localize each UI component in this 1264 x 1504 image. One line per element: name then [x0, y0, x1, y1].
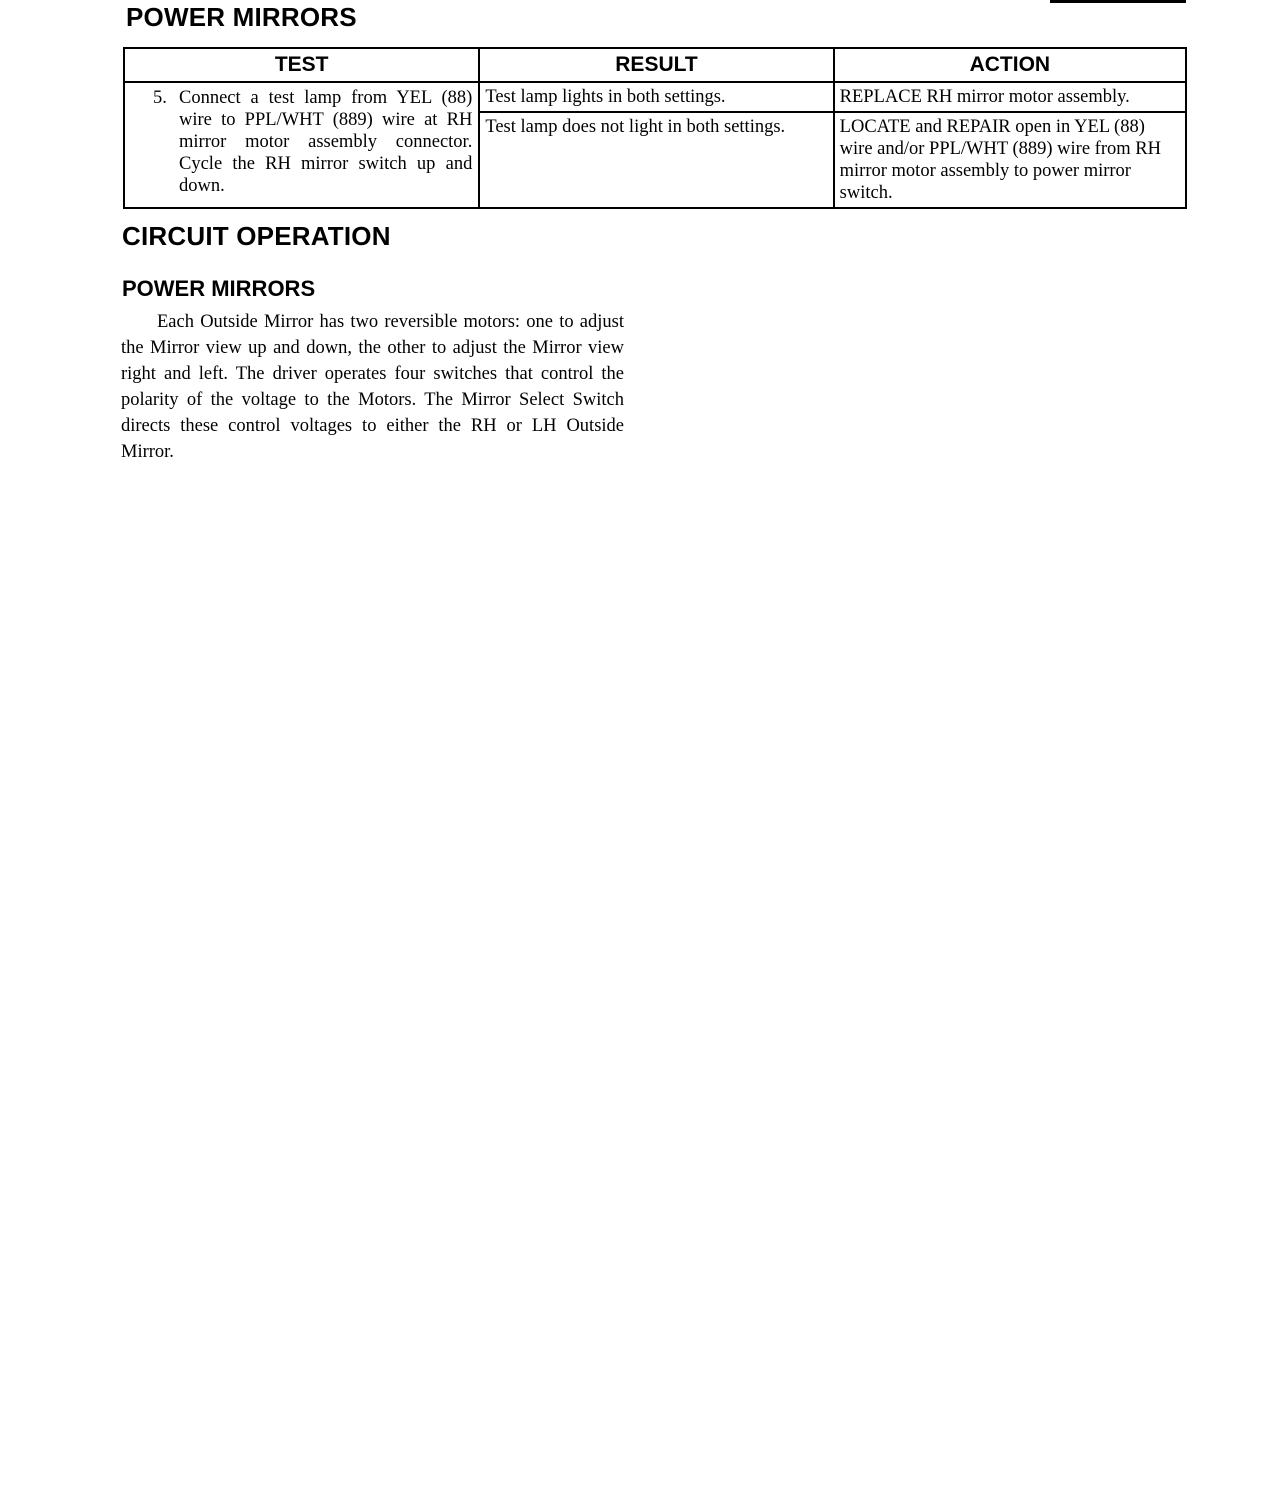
column-header-action: ACTION	[834, 48, 1186, 82]
result-cell: Test lamp lights in both settings.	[479, 82, 833, 112]
step-number: 5.	[153, 88, 167, 108]
result-cell: Test lamp does not light in both settings.	[479, 112, 833, 208]
table-row	[124, 82, 1186, 112]
table-header-row	[124, 48, 1186, 82]
action-cell: REPLACE RH mirror motor assembly.	[834, 82, 1186, 112]
action-cell: LOCATE and REPAIR open in YEL (88) wire and/or PPL/WHT (889) wire from RH mirror motor assembly to power mirror switch.	[834, 112, 1186, 208]
power-mirrors-subheading: POWER MIRRORS	[122, 276, 316, 301]
page-title: POWER MIRRORS	[126, 2, 357, 32]
diagnostic-table	[123, 47, 1187, 209]
column-header-result: RESULT	[479, 48, 833, 82]
circuit-description-paragraph: Each Outside Mirror has two reversible motors: one to adjust the Mirror view up and down, the other to adjust the Mirror view right and left. The driver operates four switches that control the polarity of the voltage to the Motors. The Mirror Select Switch directs these control voltages to either the RH or LH Outside Mirror.	[121, 312, 624, 462]
test-step-cell	[124, 82, 479, 208]
circuit-operation-heading: CIRCUIT OPERATION	[122, 221, 391, 251]
column-header-test: TEST	[124, 48, 479, 82]
header-rule	[1050, 0, 1186, 3]
step-text: Connect a test lamp from YEL (88) wire to PPL/WHT (889) wire at RH mirror motor assembly connector. Cycle the RH mirror switch up and down.	[179, 88, 473, 196]
